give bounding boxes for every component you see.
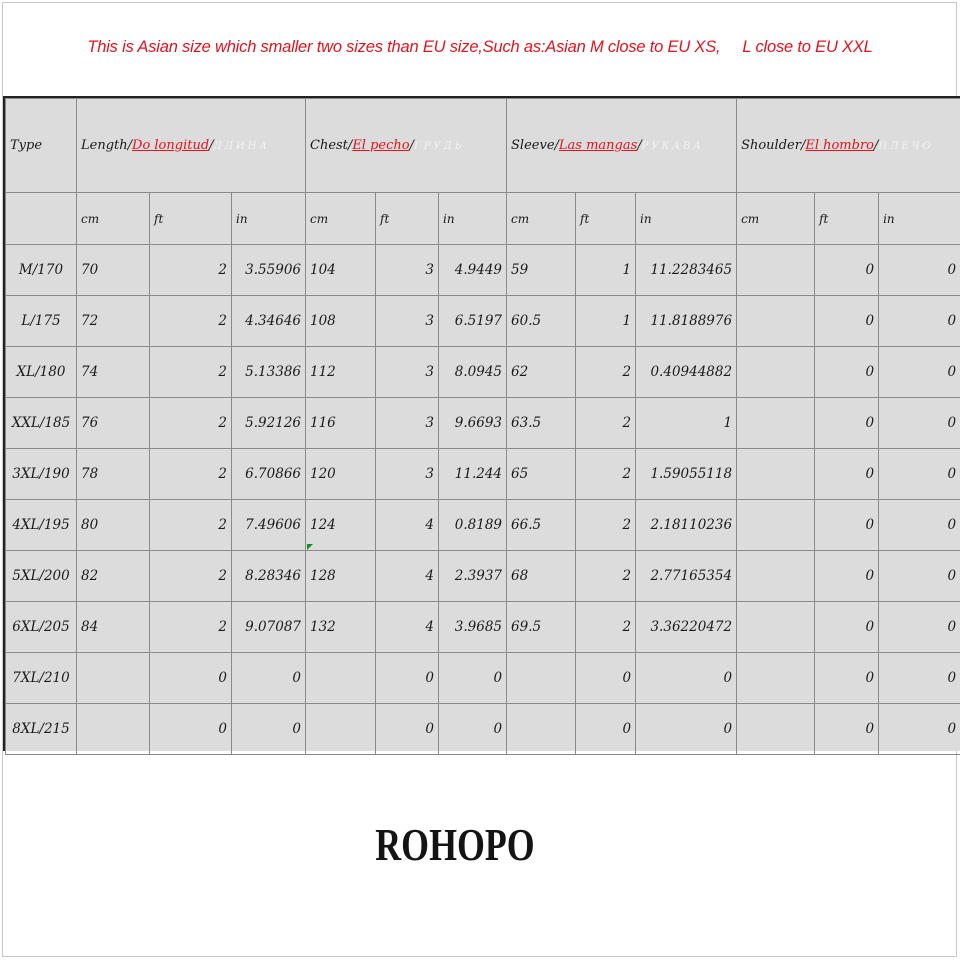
table-cell: 0 bbox=[576, 704, 636, 755]
size-type-cell: XL/180 bbox=[6, 347, 77, 398]
unit-ft: ft bbox=[376, 193, 439, 245]
table-row bbox=[6, 653, 960, 704]
table-cell: 66.5 bbox=[507, 500, 576, 551]
table-row bbox=[6, 347, 960, 398]
table-cell: 59 bbox=[507, 245, 576, 296]
header-row bbox=[6, 99, 960, 193]
table-cell: 9.6693 bbox=[439, 398, 507, 449]
table-cell: 82 bbox=[77, 551, 150, 602]
units-row bbox=[6, 193, 960, 245]
table-cell: 0 bbox=[439, 704, 507, 755]
table-cell: 0 bbox=[879, 551, 960, 602]
table-cell: 80 bbox=[77, 500, 150, 551]
table-cell: 0 bbox=[150, 704, 232, 755]
table-row bbox=[6, 296, 960, 347]
size-notice bbox=[0, 38, 960, 57]
table-cell: 0 bbox=[439, 653, 507, 704]
table-cell: 0 bbox=[576, 653, 636, 704]
unit-in: in bbox=[636, 193, 737, 245]
unit-in: in bbox=[232, 193, 306, 245]
table-cell: 72 bbox=[77, 296, 150, 347]
unit-ft: ft bbox=[815, 193, 879, 245]
table-cell: 7.49606 bbox=[232, 500, 306, 551]
table-cell: 6.5197 bbox=[439, 296, 507, 347]
cell-comment-marker bbox=[307, 544, 313, 550]
table-cell: 63.5 bbox=[507, 398, 576, 449]
table-cell: 0 bbox=[815, 500, 879, 551]
table-cell: 1 bbox=[576, 296, 636, 347]
table-cell bbox=[737, 245, 815, 296]
table-cell: 0 bbox=[376, 704, 439, 755]
table-cell: 4.34646 bbox=[232, 296, 306, 347]
table-cell: 0 bbox=[815, 602, 879, 653]
header-label-es: Las mangas bbox=[558, 138, 638, 153]
table-cell: 4 bbox=[376, 602, 439, 653]
table-cell: 1.59055118 bbox=[636, 449, 737, 500]
table-cell bbox=[77, 653, 150, 704]
table-cell: 0 bbox=[636, 704, 737, 755]
table-cell: 74 bbox=[77, 347, 150, 398]
table-cell bbox=[737, 296, 815, 347]
table-cell bbox=[737, 398, 815, 449]
table-cell: 0 bbox=[879, 296, 960, 347]
table-cell: 9.07087 bbox=[232, 602, 306, 653]
unit-cm: cm bbox=[507, 193, 576, 245]
table-cell: 0 bbox=[879, 500, 960, 551]
header-shoulder: Shoulder/El hombro/ПЛЕЧО bbox=[737, 99, 960, 193]
table-cell: 2 bbox=[150, 245, 232, 296]
size-type-cell: XXL/185 bbox=[6, 398, 77, 449]
table-cell bbox=[507, 653, 576, 704]
table-cell: 2 bbox=[576, 398, 636, 449]
table-row bbox=[6, 245, 960, 296]
table-cell: 2.18110236 bbox=[636, 500, 737, 551]
table-cell bbox=[507, 704, 576, 755]
header-label-ru: ПЛЕЧО bbox=[878, 141, 934, 152]
table-cell: 2 bbox=[150, 551, 232, 602]
table-cell: 3 bbox=[376, 296, 439, 347]
table-cell: 0 bbox=[815, 296, 879, 347]
table-cell: 0 bbox=[815, 653, 879, 704]
table-cell: 3 bbox=[376, 398, 439, 449]
table-cell: 3.36220472 bbox=[636, 602, 737, 653]
table-cell bbox=[737, 602, 815, 653]
table-cell: 0 bbox=[815, 398, 879, 449]
table-cell: 76 bbox=[77, 398, 150, 449]
table-cell: 0 bbox=[879, 602, 960, 653]
table-row bbox=[6, 704, 960, 755]
table-cell bbox=[737, 551, 815, 602]
table-cell: 65 bbox=[507, 449, 576, 500]
table-cell: 11.2283465 bbox=[636, 245, 737, 296]
table-cell: 0 bbox=[879, 398, 960, 449]
table-cell: 3.55906 bbox=[232, 245, 306, 296]
table-cell: 2 bbox=[576, 347, 636, 398]
table-row bbox=[6, 398, 960, 449]
table-cell: 0 bbox=[815, 551, 879, 602]
unit-in: in bbox=[439, 193, 507, 245]
table-cell: 2 bbox=[150, 398, 232, 449]
table-row bbox=[6, 449, 960, 500]
size-table bbox=[5, 98, 960, 755]
size-type-cell: 6XL/205 bbox=[6, 602, 77, 653]
table-cell: 124 bbox=[306, 500, 376, 551]
table-cell: 2 bbox=[150, 347, 232, 398]
table-cell: 0 bbox=[636, 653, 737, 704]
header-label-es: Do longitud bbox=[132, 138, 210, 153]
table-cell: 78 bbox=[77, 449, 150, 500]
table-cell: 0 bbox=[815, 347, 879, 398]
table-cell: 0 bbox=[376, 653, 439, 704]
table-cell: 2 bbox=[150, 500, 232, 551]
table-cell bbox=[737, 449, 815, 500]
table-cell: 4 bbox=[376, 500, 439, 551]
header-label: Length bbox=[81, 138, 128, 153]
table-cell: 2 bbox=[150, 296, 232, 347]
table-cell: 1 bbox=[576, 245, 636, 296]
table-cell: 2 bbox=[150, 602, 232, 653]
table-cell: 0 bbox=[150, 653, 232, 704]
table-cell: 84 bbox=[77, 602, 150, 653]
header-label-es: El hombro bbox=[805, 138, 874, 153]
units-blank bbox=[6, 193, 77, 245]
table-cell: 3 bbox=[376, 449, 439, 500]
table-cell: 11.8188976 bbox=[636, 296, 737, 347]
table-cell: 2.3937 bbox=[439, 551, 507, 602]
table-cell: 2 bbox=[150, 449, 232, 500]
table-cell: 4.9449 bbox=[439, 245, 507, 296]
size-type-cell: 3XL/190 bbox=[6, 449, 77, 500]
unit-cm: cm bbox=[306, 193, 376, 245]
table-cell: 60.5 bbox=[507, 296, 576, 347]
unit-cm: cm bbox=[737, 193, 815, 245]
size-type-cell: L/175 bbox=[6, 296, 77, 347]
unit-cm: cm bbox=[77, 193, 150, 245]
table-cell: 2 bbox=[576, 449, 636, 500]
size-notice-part2: L close to EU XXL bbox=[742, 38, 873, 56]
brand-logo: ROHOPO bbox=[375, 819, 535, 870]
table-cell: 0 bbox=[815, 704, 879, 755]
table-cell: 0 bbox=[815, 245, 879, 296]
table-cell: 3 bbox=[376, 347, 439, 398]
table-cell: 3 bbox=[376, 245, 439, 296]
table-cell: 2 bbox=[576, 602, 636, 653]
table-cell: 11.244 bbox=[439, 449, 507, 500]
table-cell: 2 bbox=[576, 551, 636, 602]
size-chart bbox=[3, 96, 960, 751]
table-cell: 116 bbox=[306, 398, 376, 449]
table-cell: 8.0945 bbox=[439, 347, 507, 398]
table-cell: 4 bbox=[376, 551, 439, 602]
table-cell: 0 bbox=[879, 704, 960, 755]
table-cell: 132 bbox=[306, 602, 376, 653]
table-cell bbox=[737, 653, 815, 704]
header-label: Sleeve bbox=[511, 138, 555, 153]
table-cell: 70 bbox=[77, 245, 150, 296]
header-label: Shoulder bbox=[741, 138, 801, 153]
header-label-ru: ДЛИНА bbox=[213, 141, 271, 152]
size-type-cell: 8XL/215 bbox=[6, 704, 77, 755]
table-cell: 0.40944882 bbox=[636, 347, 737, 398]
table-cell: 0 bbox=[879, 245, 960, 296]
type-header: Type bbox=[6, 99, 77, 193]
table-cell bbox=[306, 653, 376, 704]
table-cell: 62 bbox=[507, 347, 576, 398]
table-cell: 104 bbox=[306, 245, 376, 296]
table-cell: 2 bbox=[576, 500, 636, 551]
table-cell: 2.77165354 bbox=[636, 551, 737, 602]
header-sleeve: Sleeve/Las mangas/РУКАВА bbox=[507, 99, 737, 193]
header-label: Chest bbox=[310, 138, 348, 153]
table-cell: 128 bbox=[306, 551, 376, 602]
table-row bbox=[6, 500, 960, 551]
table-row bbox=[6, 551, 960, 602]
table-cell: 8.28346 bbox=[232, 551, 306, 602]
header-label-es: El pecho bbox=[352, 138, 410, 153]
table-cell: 120 bbox=[306, 449, 376, 500]
table-cell: 0 bbox=[879, 347, 960, 398]
table-cell bbox=[77, 704, 150, 755]
table-cell: 0 bbox=[879, 449, 960, 500]
table-cell: 0 bbox=[879, 653, 960, 704]
header-length: Length/Do longitud/ДЛИНА bbox=[77, 99, 306, 193]
table-cell: 5.92126 bbox=[232, 398, 306, 449]
table-cell: 0 bbox=[232, 653, 306, 704]
table-cell: 0 bbox=[815, 449, 879, 500]
table-cell: 5.13386 bbox=[232, 347, 306, 398]
size-type-cell: 5XL/200 bbox=[6, 551, 77, 602]
table-cell: 68 bbox=[507, 551, 576, 602]
unit-ft: ft bbox=[150, 193, 232, 245]
header-label-ru: ГРУДЬ bbox=[413, 141, 465, 152]
table-cell: 69.5 bbox=[507, 602, 576, 653]
table-cell bbox=[737, 500, 815, 551]
table-cell bbox=[737, 704, 815, 755]
header-label-ru: РУКАВА bbox=[641, 141, 704, 152]
size-type-cell: 4XL/195 bbox=[6, 500, 77, 551]
table-cell bbox=[737, 347, 815, 398]
table-cell: 3.9685 bbox=[439, 602, 507, 653]
size-notice-part1: This is Asian size which smaller two sizes than EU size,Such as:Asian M close to EU XS, bbox=[87, 38, 721, 56]
table-cell: 1 bbox=[636, 398, 737, 449]
unit-in: in bbox=[879, 193, 960, 245]
size-type-cell: 7XL/210 bbox=[6, 653, 77, 704]
table-cell: 112 bbox=[306, 347, 376, 398]
table-cell: 6.70866 bbox=[232, 449, 306, 500]
size-type-cell: M/170 bbox=[6, 245, 77, 296]
header-chest: Chest/El pecho/ГРУДЬ bbox=[306, 99, 507, 193]
table-cell: 0 bbox=[232, 704, 306, 755]
unit-ft: ft bbox=[576, 193, 636, 245]
table-cell bbox=[306, 704, 376, 755]
table-cell: 108 bbox=[306, 296, 376, 347]
table-cell: 0.8189 bbox=[439, 500, 507, 551]
table-row bbox=[6, 602, 960, 653]
